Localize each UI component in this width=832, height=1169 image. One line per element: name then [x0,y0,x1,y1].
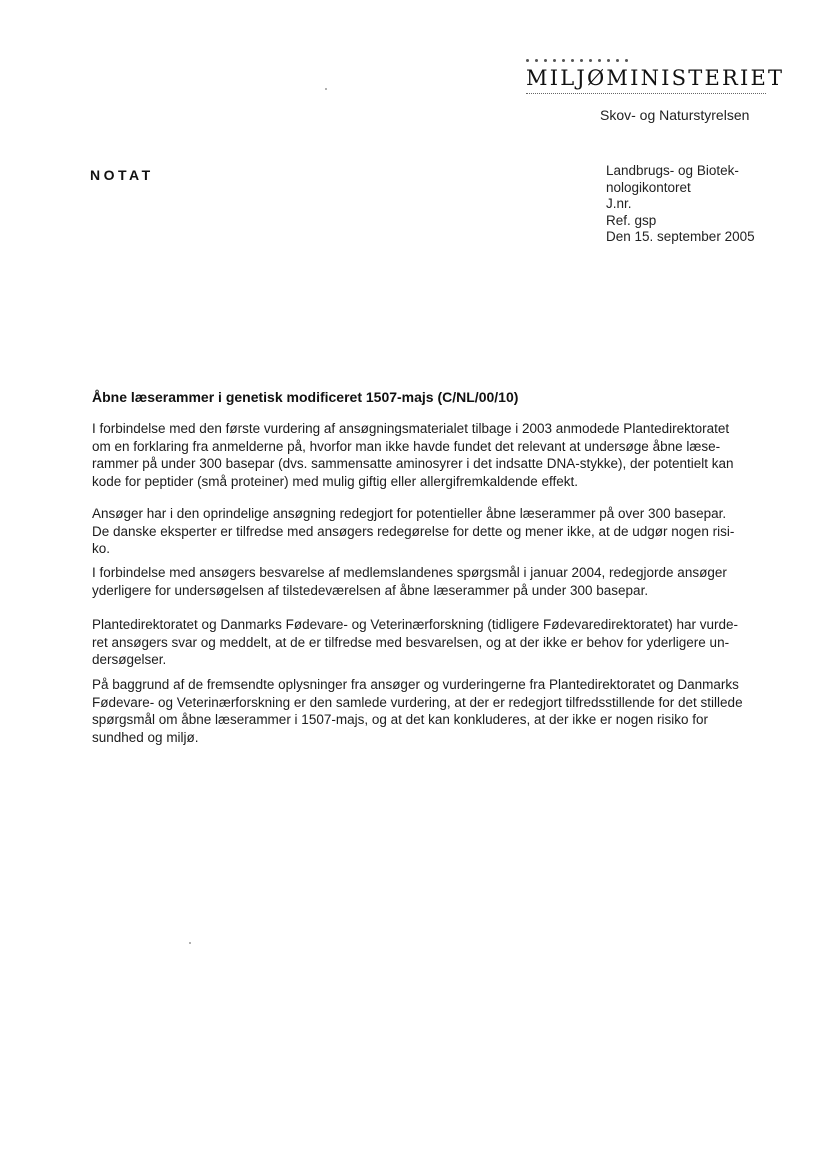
agency-name: Skov- og Naturstyrelsen [600,107,750,123]
text-line: spørgsmål om åbne læserammer i 1507-majs, og at det kan konkluderes, at der ikke er nogen risiko for [92,712,709,727]
text-line: om en forklaring fra anmelderne på, hvorfor man ikke havde fundet det relevant at undersøge åbne læse- [92,438,721,454]
logo-rule [526,93,766,94]
scan-speck [189,942,191,944]
meta-line: J.nr. [606,196,632,211]
text-line: sundhed og miljø. [92,729,199,745]
ministry-logo: MILJØMINISTERIET [526,66,785,90]
document-title: Åbne læserammer i genetisk modificeret 1507-majs (C/NL/00/10) [92,389,519,405]
text-line: I forbindelse med ansøgers besvarelse af medlemslandenes spørgsmål i januar 2004, redegjorde ansøger [92,565,727,580]
paragraph-4 [92,616,768,669]
text-line: yderligere for undersøgelsen af tilstedeværelsen af åbne læserammer på under 300 basepar. [92,582,649,598]
text-line: kode for peptider (små proteiner) med mulig giftig eller allergifremkaldende effekt. [92,473,578,489]
paragraph-5 [92,676,768,746]
meta-line: Den 15. september 2005 [606,229,755,244]
paragraph-3 [92,564,768,599]
text-line: De danske eksperter er tilfredse med ansøgers redegørelse for dette og mener ikke, at de udgør nogen risi- [92,523,735,539]
document-type: NOTAT [90,167,154,183]
paragraph-2 [92,505,768,558]
text-line: På baggrund af de fremsendte oplysninger fra ansøger og vurderingerne fra Plantedirektoratet og Danmarks [92,677,739,692]
text-line: dersøgelser. [92,652,167,667]
scan-speck [325,88,327,90]
text-line: Plantedirektoratet og Danmarks Fødevare- og Veterinærforskning (tidligere Fødevaredirektoratet) har vurde- [92,617,739,632]
text-line: Fødevare- og Veterinærforskning er den samlede vurdering, at der er redegjort tilfredsstillende for det stillede [92,694,743,710]
text-line: ret ansøgers svar og meddelt, at de er tilfredse med besvarelsen, og at der ikke er behov for yderligere un- [92,634,730,650]
meta-line: nologikontoret [606,179,691,195]
text-line: I forbindelse med den første vurdering af ansøgningsmaterialet tilbage i 2003 anmodede Plantedirektoratet [92,421,730,436]
text-line: ko. [92,541,111,556]
text-line: rammer på under 300 basepar (dvs. sammensatte aminosyrer i det indsatte DNA-stykke), der potentielt kan [92,456,734,471]
reference-block [606,163,755,246]
text-line: Ansøger har i den oprindelige ansøgning redegjort for potentieller åbne læserammer på over 300 basepar. [92,506,727,521]
paragraph-1 [92,420,768,490]
meta-line: Landbrugs- og Biotek- [606,163,739,178]
meta-line: Ref. gsp [606,212,657,228]
logo-dots [526,59,628,62]
